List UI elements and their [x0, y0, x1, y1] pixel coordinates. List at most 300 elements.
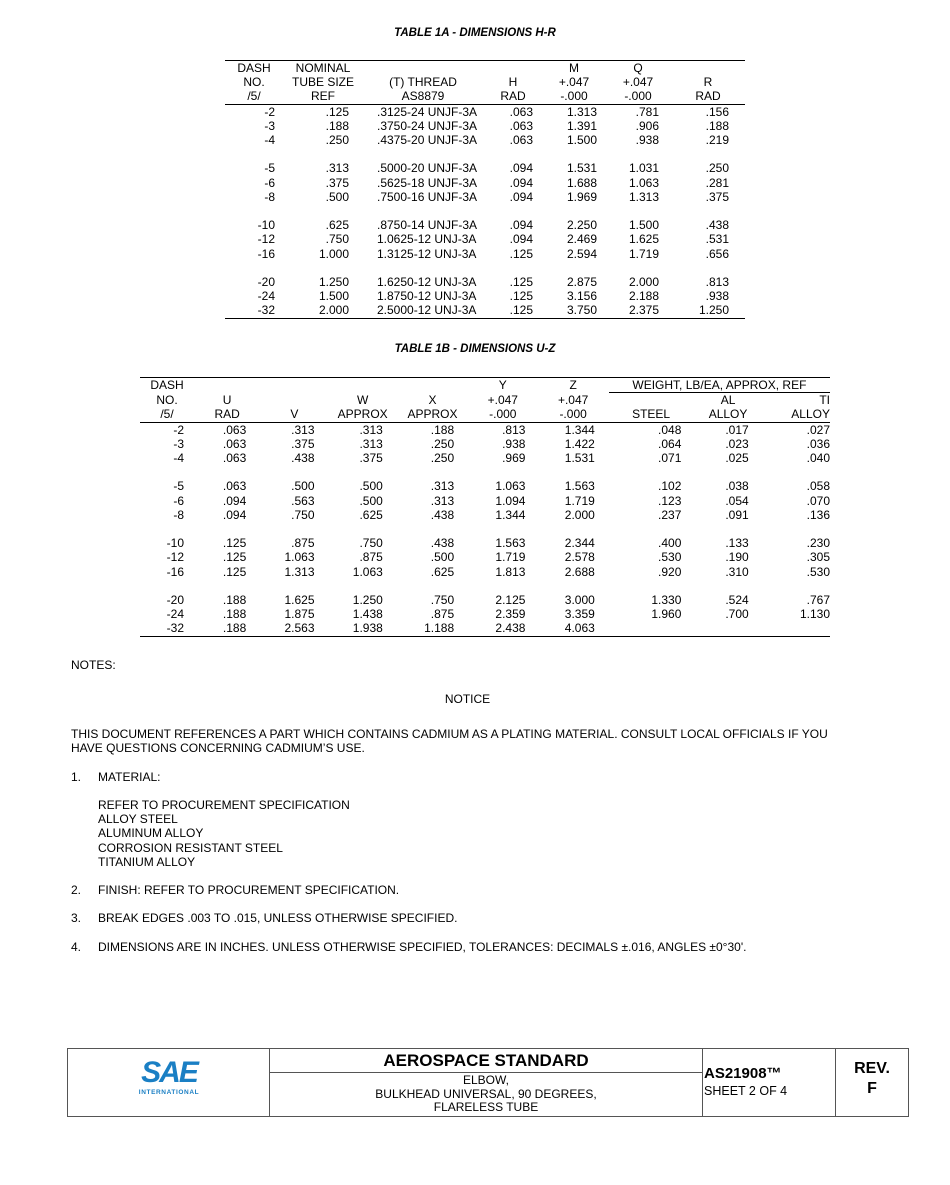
header-cell: +.047 — [557, 392, 589, 407]
description-line-1: ELBOW, — [462, 1073, 509, 1087]
table-cell: .438 — [291, 451, 315, 466]
table-cell: -5 — [264, 161, 275, 176]
table-cell — [609, 621, 694, 636]
table-cell: .700 — [725, 607, 749, 622]
table-cell: 1.625 — [628, 232, 659, 247]
table-cell: .281 — [705, 175, 729, 190]
table-cell: 1.531 — [564, 451, 595, 466]
header-cell: Q — [633, 61, 643, 75]
table-cell: .102 — [658, 479, 682, 494]
table-cell: .094 — [222, 493, 247, 508]
header-cell: R — [703, 75, 713, 90]
table-cell: 1.063 — [495, 479, 526, 494]
header-row — [225, 89, 745, 104]
group-spacer — [225, 147, 745, 161]
table-cell: .8750-14 UNJF-3A — [377, 218, 478, 233]
table-cell: 2.438 — [495, 621, 526, 636]
table-cell: .064 — [658, 436, 682, 451]
table-cell: 2.250 — [566, 218, 597, 233]
table-row — [225, 275, 745, 289]
header-cell: Z — [569, 378, 577, 392]
notes-heading: NOTES: — [71, 658, 116, 672]
header-row — [140, 393, 830, 408]
header-cell: (T) THREAD — [389, 75, 457, 90]
table-row — [140, 437, 830, 451]
header-cell — [671, 61, 745, 76]
sheet-number: SHEET 2 OF 4 — [704, 1084, 788, 1098]
table-cell: 1.563 — [495, 536, 526, 551]
table-cell: 2.563 — [284, 621, 315, 636]
table-row — [225, 247, 745, 261]
note-3-text: BREAK EDGES .003 TO .015, UNLESS OTHERWISE SPECIFIED. — [98, 911, 458, 925]
table-cell: 1.391 — [566, 118, 597, 133]
table-cell: 1.330 — [651, 593, 682, 607]
table-cell — [763, 621, 830, 636]
header-row — [225, 75, 745, 89]
table-row — [225, 133, 745, 147]
table-cell: 1.313 — [566, 104, 597, 119]
table-cell: .094 — [509, 161, 533, 176]
header-cell: APPROX — [329, 407, 397, 422]
table-cell: .500 — [325, 189, 349, 204]
table-cell: .038 — [725, 479, 749, 494]
table-cell: 1.063 — [628, 175, 659, 190]
header-cell: STEEL — [609, 407, 694, 422]
table-cell: .524 — [725, 593, 749, 607]
table-cell: 1.875 — [284, 607, 315, 622]
table-cell: 1.344 — [495, 507, 526, 522]
table-cell: 2.875 — [566, 275, 597, 289]
table-row — [225, 161, 745, 175]
table-cell: 1.500 — [566, 133, 597, 148]
table-cell: 1.563 — [564, 479, 595, 494]
table-cell: .500 — [291, 479, 315, 494]
table-cell — [693, 621, 762, 636]
sae-logo — [68, 1049, 269, 1116]
table-cell: .123 — [658, 493, 682, 508]
table-row — [225, 119, 745, 133]
table-cell: 1.130 — [799, 607, 830, 622]
table-cell: .125 — [222, 564, 247, 579]
table-row — [140, 565, 830, 579]
table-cell: .530 — [658, 550, 682, 565]
header-cell: NO. — [243, 75, 265, 90]
table-cell: .625 — [325, 218, 349, 233]
table-cell: 1.688 — [566, 175, 597, 190]
header-cell — [260, 393, 328, 408]
table-cell: .125 — [325, 104, 349, 119]
table-cell: 1.813 — [495, 564, 526, 579]
header-cell: RAD — [483, 89, 543, 104]
table-cell: .188 — [430, 422, 455, 437]
table-cell: -6 — [264, 175, 275, 190]
header-cell: X — [428, 392, 437, 407]
table-cell: 1.3125-12 UNJ-3A — [377, 246, 477, 261]
note-1-sub-4: CORROSION RESISTANT STEEL — [98, 841, 283, 855]
note-3-number: 3. — [71, 911, 82, 925]
note-4-text: DIMENSIONS ARE IN INCHES. UNLESS OTHERWISE SPECIFIED, TOLERANCES: DECIMALS ±.016, ANGLES ±0°30'. — [98, 940, 747, 954]
table-cell: 2.688 — [564, 564, 595, 579]
header-cell — [397, 378, 468, 393]
table-cell: .094 — [222, 507, 247, 522]
header-cell: -.000 — [468, 407, 537, 422]
revision-label: REV. — [854, 1060, 890, 1077]
table-cell: 1.031 — [628, 161, 659, 176]
description-line-2: BULKHEAD UNIVERSAL, 90 DEGREES, — [375, 1086, 597, 1101]
table-cell: .058 — [806, 479, 830, 494]
table-cell: .188 — [325, 118, 349, 133]
table-cell: .750 — [359, 536, 383, 551]
table-cell: .500 — [430, 550, 455, 565]
table-cell: .310 — [725, 564, 749, 579]
table-cell: -8 — [264, 189, 275, 204]
table-cell: 2.000 — [564, 507, 595, 522]
header-cell — [260, 378, 328, 393]
table-cell: 1.063 — [352, 564, 383, 579]
table-cell: .3125-24 UNJF-3A — [377, 104, 478, 119]
table-cell: .125 — [509, 275, 533, 289]
header-cell: TUBE SIZE — [291, 75, 354, 90]
table-cell: .250 — [430, 436, 455, 451]
group-spacer — [140, 522, 830, 536]
table-cell: .125 — [222, 550, 247, 565]
table-cell: .563 — [291, 493, 315, 508]
note-1-sub-3: ALUMINUM ALLOY — [98, 826, 204, 840]
table-cell: .375 — [325, 175, 349, 190]
table-cell: -32 — [257, 303, 275, 318]
table-cell: .237 — [658, 507, 682, 522]
table-cell: .063 — [222, 451, 247, 466]
notice-line-1: THIS DOCUMENT REFERENCES A PART WHICH CONTAINS CADMIUM AS A PLATING MATERIAL. CONSULT LOCAL OFFICIALS IF YOU — [71, 727, 828, 741]
table-cell: .230 — [806, 536, 830, 551]
header-cell — [329, 378, 397, 393]
header-cell — [363, 61, 483, 76]
table-cell: 1.000 — [318, 246, 349, 261]
table-row — [225, 176, 745, 190]
header-cell — [194, 378, 260, 393]
note-2-number: 2. — [71, 883, 82, 897]
table-cell: -2 — [173, 422, 185, 437]
table-cell: 1.313 — [628, 189, 659, 204]
note-1-sub-5: TITANIUM ALLOY — [98, 855, 196, 869]
group-spacer — [225, 261, 745, 275]
table-cell: .5000-20 UNJF-3A — [377, 161, 478, 176]
table-cell: -2 — [264, 104, 275, 119]
note-2-text: FINISH: REFER TO PROCUREMENT SPECIFICATION. — [98, 883, 400, 897]
header-row — [225, 61, 745, 76]
table-cell: .969 — [502, 451, 526, 466]
header-cell: +.047 — [487, 392, 518, 407]
table-cell: .094 — [509, 189, 533, 204]
note-1-sub-1: REFER TO PROCUREMENT SPECIFICATION — [98, 798, 350, 812]
table-cell: .250 — [430, 451, 455, 466]
header-cell: ALLOY — [693, 407, 762, 422]
table-row — [140, 607, 830, 621]
table-cell: .813 — [502, 422, 526, 437]
table-row — [140, 536, 830, 550]
table-cell: .091 — [725, 507, 749, 522]
table-cell: .750 — [430, 593, 455, 607]
table-row — [140, 422, 830, 437]
table-cell: -20 — [257, 275, 275, 289]
table-cell: .063 — [509, 104, 533, 119]
table-cell: 1.0625-12 UNJ-3A — [377, 232, 477, 247]
table-cell: .313 — [430, 479, 455, 494]
table-cell: 2.375 — [628, 303, 659, 318]
header-cell: ALLOY — [763, 407, 830, 422]
group-spacer — [140, 465, 830, 479]
header-cell: DASH — [237, 61, 271, 75]
sae-logo-mark: SAE — [141, 1056, 197, 1089]
header-cell: U — [222, 392, 232, 407]
table-cell: .133 — [725, 536, 749, 551]
table-cell: 1.6250-12 UNJ-3A — [377, 275, 477, 289]
table-row — [225, 218, 745, 232]
table-cell: 1.094 — [495, 493, 526, 508]
table-cell: .920 — [658, 564, 682, 579]
table-cell: .438 — [705, 218, 729, 233]
table-cell: .094 — [509, 218, 533, 233]
table-cell: .4375-20 UNJF-3A — [377, 133, 478, 148]
table-cell: -6 — [173, 493, 185, 508]
table-cell: .188 — [222, 621, 247, 636]
table-cell: .625 — [359, 507, 383, 522]
table-cell: .500 — [359, 479, 383, 494]
table-cell: -3 — [264, 118, 275, 133]
table-cell: .025 — [725, 451, 749, 466]
header-row — [140, 378, 830, 393]
table-cell: 1.938 — [352, 621, 383, 636]
table-cell: .054 — [725, 493, 749, 508]
table-row — [225, 104, 745, 119]
weight-header: WEIGHT, LB/EA, APPROX, REF — [609, 378, 830, 393]
header-cell: -.000 — [605, 89, 671, 104]
table-cell: 1.8750-12 UNJ-3A — [377, 289, 477, 304]
table-cell: .188 — [222, 607, 247, 622]
header-cell: M — [569, 61, 579, 75]
table-cell: 1.063 — [284, 550, 315, 565]
header-cell — [609, 393, 694, 408]
table-cell: .027 — [806, 422, 830, 437]
document-number: AS21908™ — [704, 1065, 782, 1082]
table-cell: 3.359 — [564, 607, 595, 622]
description-line-3: FLARELESS TUBE — [433, 1100, 539, 1114]
table-cell: .375 — [705, 189, 729, 204]
table-cell: .5625-18 UNJF-3A — [377, 175, 478, 190]
table-cell: .156 — [705, 104, 729, 119]
header-cell: DASH — [150, 378, 184, 392]
table-cell: 1.719 — [628, 246, 659, 261]
table-cell: 1.188 — [424, 621, 455, 636]
header-cell: NOMINAL — [295, 61, 351, 75]
table-cell: 1.250 — [352, 593, 383, 607]
header-cell: /5/ — [225, 89, 283, 104]
table-cell: .188 — [222, 593, 247, 607]
table-cell: -10 — [257, 218, 275, 233]
table-cell: 3.750 — [566, 303, 597, 318]
header-cell — [483, 61, 543, 76]
header-cell: -.000 — [537, 407, 608, 422]
table-cell: .313 — [291, 422, 315, 437]
table-cell: .250 — [705, 161, 729, 176]
header-cell: /5/ — [140, 407, 194, 422]
header-cell: W — [357, 392, 369, 407]
table-cell: .313 — [325, 161, 349, 176]
table-cell: 2.000 — [318, 303, 349, 318]
header-cell: +.047 — [622, 75, 654, 90]
table-cell: -10 — [166, 536, 185, 551]
table-cell: 1.960 — [651, 607, 682, 622]
table-cell: -5 — [173, 479, 185, 494]
table-cell: -24 — [257, 289, 275, 304]
table-cell: .094 — [509, 232, 533, 247]
table-cell: 1.719 — [564, 493, 595, 508]
table-cell: .750 — [325, 232, 349, 247]
group-spacer — [140, 579, 830, 593]
table-cell: .048 — [658, 422, 682, 437]
standard-title: AEROSPACE STANDARD — [383, 1051, 589, 1070]
header-row — [140, 407, 830, 422]
table-cell: .125 — [509, 246, 533, 261]
table-cell: .7500-16 UNJF-3A — [377, 189, 478, 204]
table-cell: .136 — [806, 507, 830, 522]
table-cell: .500 — [359, 493, 383, 508]
table-cell: .781 — [635, 104, 659, 119]
header-cell: RAD — [194, 407, 260, 422]
table-cell: -20 — [166, 593, 185, 607]
table-cell: .190 — [725, 550, 749, 565]
table-cell: 2.578 — [564, 550, 595, 565]
table-cell: .625 — [430, 564, 455, 579]
table-row — [140, 479, 830, 493]
table-cell: .313 — [359, 422, 383, 437]
table-cell: 1.500 — [628, 218, 659, 233]
header-cell: AL — [720, 393, 736, 408]
table-cell: 1.422 — [564, 436, 595, 451]
header-cell: Y — [498, 378, 507, 392]
table-cell: .305 — [806, 550, 830, 565]
header-cell: TI — [819, 393, 830, 408]
header-cell: H — [508, 75, 518, 90]
header-cell: -.000 — [543, 89, 605, 104]
table-cell: 1.344 — [564, 422, 595, 437]
table-cell: .750 — [291, 507, 315, 522]
table-cell: -16 — [166, 564, 185, 579]
table-cell: 2.5000-12 UNJ-3A — [377, 303, 477, 318]
table-row — [225, 303, 745, 318]
table-cell: .400 — [658, 536, 682, 551]
table-row — [225, 289, 745, 303]
table-cell: 3.156 — [566, 289, 597, 304]
table-cell: -3 — [173, 436, 185, 451]
table-row — [140, 508, 830, 522]
table-cell: .125 — [222, 536, 247, 551]
table-1a — [225, 60, 745, 319]
table-cell: 2.344 — [564, 536, 595, 551]
table-cell: .938 — [705, 289, 729, 304]
table-cell: 3.000 — [564, 593, 595, 607]
note-4-number: 4. — [71, 940, 82, 954]
table-cell: -4 — [173, 451, 185, 466]
table-cell: 2.469 — [566, 232, 597, 247]
note-1-number: 1. — [71, 770, 82, 784]
table-cell: 2.125 — [495, 593, 526, 607]
table-cell: .017 — [725, 422, 749, 437]
header-cell: +.047 — [558, 75, 590, 90]
table-cell: .125 — [509, 289, 533, 304]
table-row — [140, 494, 830, 508]
table-cell: 4.063 — [564, 621, 595, 636]
table-cell: .530 — [806, 564, 830, 579]
table-cell: .036 — [806, 436, 830, 451]
table-cell: .063 — [222, 422, 247, 437]
table-cell: 1.438 — [352, 607, 383, 622]
table-cell: .094 — [509, 175, 533, 190]
table-cell: .250 — [325, 133, 349, 148]
table-cell: .656 — [705, 246, 729, 261]
table-cell: 1.531 — [566, 161, 597, 176]
note-1-sub-2: ALLOY STEEL — [98, 812, 178, 826]
sae-logo-subtitle: INTERNATIONAL — [138, 1089, 200, 1096]
table-cell: .375 — [359, 451, 383, 466]
table-cell: .219 — [705, 133, 729, 148]
table-cell: -4 — [264, 133, 275, 148]
table-cell: .531 — [705, 232, 729, 247]
table-cell: .040 — [806, 451, 830, 466]
table-cell: 2.188 — [628, 289, 659, 304]
table-cell: .875 — [359, 550, 383, 565]
table-cell: -32 — [166, 621, 185, 636]
table-cell: -12 — [166, 550, 185, 565]
header-cell: V — [260, 407, 328, 422]
table-cell: .188 — [705, 118, 729, 133]
table-cell: .438 — [430, 536, 455, 551]
table-cell: -8 — [173, 507, 185, 522]
table-cell: .438 — [430, 507, 455, 522]
table-cell: .906 — [635, 118, 659, 133]
table-cell: .938 — [502, 436, 526, 451]
notice-line-2: HAVE QUESTIONS CONCERNING CADMIUM’S USE. — [71, 741, 365, 755]
table-1b — [140, 377, 830, 637]
table-cell: 1.625 — [284, 593, 315, 607]
table-cell: -24 — [166, 607, 185, 622]
table-cell: .313 — [430, 493, 455, 508]
table-row — [225, 232, 745, 246]
table-cell: 1.250 — [698, 303, 729, 318]
header-cell: AS8879 — [363, 89, 483, 104]
group-spacer — [225, 204, 745, 218]
table-cell: .070 — [806, 493, 830, 508]
table-cell: -12 — [257, 232, 275, 247]
table-cell: .938 — [635, 133, 659, 148]
table-cell: 1.719 — [495, 550, 526, 565]
table-cell: .875 — [291, 536, 315, 551]
table-1b-title: TABLE 1B - DIMENSIONS U-Z — [394, 343, 556, 355]
table-1a-title: TABLE 1A - DIMENSIONS H-R — [394, 27, 556, 39]
table-cell: 1.969 — [566, 189, 597, 204]
table-cell: -16 — [257, 246, 275, 261]
table-cell: .813 — [705, 275, 729, 289]
table-cell: 1.250 — [318, 275, 349, 289]
table-row — [140, 621, 830, 636]
table-cell: .875 — [430, 607, 455, 622]
notice-title: NOTICE — [444, 692, 491, 706]
header-cell: REF — [283, 89, 363, 104]
title-block — [67, 1048, 909, 1117]
table-cell: .023 — [725, 436, 749, 451]
table-cell: .767 — [806, 593, 830, 607]
table-cell: .3750-24 UNJF-3A — [377, 118, 478, 133]
